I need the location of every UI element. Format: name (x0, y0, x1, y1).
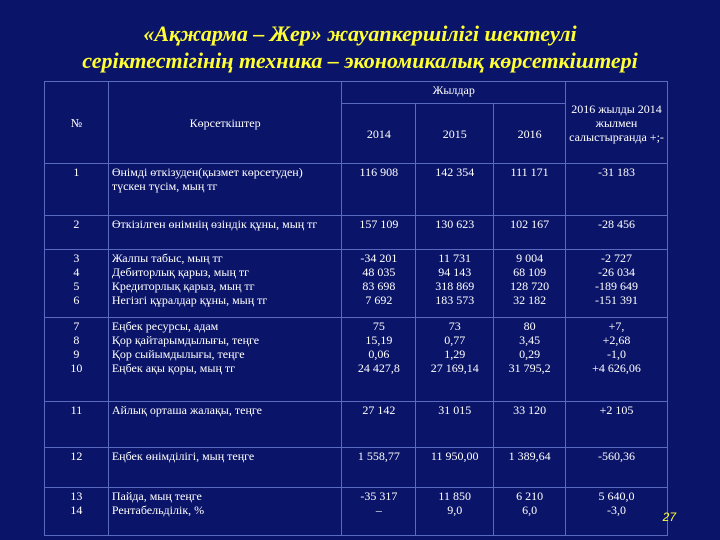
row-number: 1 (45, 164, 109, 216)
row-value-2016: 111 171 (494, 164, 566, 216)
table-row (45, 216, 668, 250)
row-value-2016: 33 120 (494, 402, 566, 448)
row-difference: -2 727 -26 034 -189 649 -151 391 (566, 250, 668, 318)
table-row (45, 164, 668, 216)
table-row (45, 250, 668, 318)
row-number: 12 (45, 448, 109, 488)
row-value-2014: -34 201 48 035 83 698 7 692 (342, 250, 416, 318)
row-indicator: Еңбек ресурсы, адам Қор қайтарымдылығы, теңге Қор сыйымдылығы, теңге Еңбек ақы қоры, мың тг (108, 318, 342, 402)
row-value-2014: 1 558,77 (342, 448, 416, 488)
table-row (45, 488, 668, 536)
header-comparison: 2016 жылды 2014 жылмен салыстырғанда +;- (566, 82, 668, 164)
header-year-2014: 2014 (342, 104, 416, 164)
title-line-1: «Ақжарма – Жер» жауапкершілігі шектеулі (143, 21, 577, 46)
row-difference: -28 456 (566, 216, 668, 250)
row-number: 7 8 9 10 (45, 318, 109, 402)
row-value-2014: 116 908 (342, 164, 416, 216)
page-number: 27 (662, 510, 676, 524)
table-row (45, 318, 668, 402)
slide-title (0, 20, 720, 74)
header-year-2015: 2015 (416, 104, 494, 164)
row-indicator: Еңбек өнімділігі, мың теңге (108, 448, 342, 488)
title-line-2: серіктестігінің техника – экономикалық көрсеткіштері (82, 48, 638, 73)
row-value-2015: 142 354 (416, 164, 494, 216)
row-value-2016: 102 167 (494, 216, 566, 250)
table-header-row (45, 82, 668, 104)
row-indicator: Жалпы табыс, мың тг Дебиторлық қарыз, мың тг Кредиторлық қарыз, мың тг Негізгі құралдар құны, мың тг (108, 250, 342, 318)
table-row (45, 448, 668, 488)
row-number: 11 (45, 402, 109, 448)
row-value-2015: 31 015 (416, 402, 494, 448)
row-value-2014: 27 142 (342, 402, 416, 448)
row-value-2014: 75 15,19 0,06 24 427,8 (342, 318, 416, 402)
header-years: Жылдар (342, 82, 566, 104)
header-indicators: Көрсеткіштер (108, 82, 342, 164)
row-value-2016: 80 3,45 0,29 31 795,2 (494, 318, 566, 402)
row-value-2014: 157 109 (342, 216, 416, 250)
row-value-2016: 1 389,64 (494, 448, 566, 488)
row-indicator: Пайда, мың теңге Рентабельділік, % (108, 488, 342, 536)
row-difference: +2 105 (566, 402, 668, 448)
header-year-2016: 2016 (494, 104, 566, 164)
table-row (45, 402, 668, 448)
row-value-2016: 9 004 68 109 128 720 32 182 (494, 250, 566, 318)
row-value-2016: 6 210 6,0 (494, 488, 566, 536)
row-value-2015: 11 950,00 (416, 448, 494, 488)
row-difference: -560,36 (566, 448, 668, 488)
row-difference: -31 183 (566, 164, 668, 216)
row-value-2015: 73 0,77 1,29 27 169,14 (416, 318, 494, 402)
row-value-2014: -35 317 – (342, 488, 416, 536)
row-difference: +7, +2,68 -1,0 +4 626,06 (566, 318, 668, 402)
row-difference: 5 640,0 -3,0 (566, 488, 668, 536)
row-number: 2 (45, 216, 109, 250)
row-indicator: Айлық орташа жалақы, теңге (108, 402, 342, 448)
row-number: 13 14 (45, 488, 109, 536)
header-number: № (45, 82, 109, 164)
row-number: 3 4 5 6 (45, 250, 109, 318)
row-indicator: Өткізілген өнімнің өзіндік құны, мың тг (108, 216, 342, 250)
row-value-2015: 130 623 (416, 216, 494, 250)
row-value-2015: 11 850 9,0 (416, 488, 494, 536)
table-body (45, 164, 668, 536)
row-value-2015: 11 731 94 143 318 869 183 573 (416, 250, 494, 318)
row-indicator: Өнімді өткізуден(қызмет көрсетуден) түскен түсім, мың тг (108, 164, 342, 216)
indicators-table (44, 81, 668, 536)
